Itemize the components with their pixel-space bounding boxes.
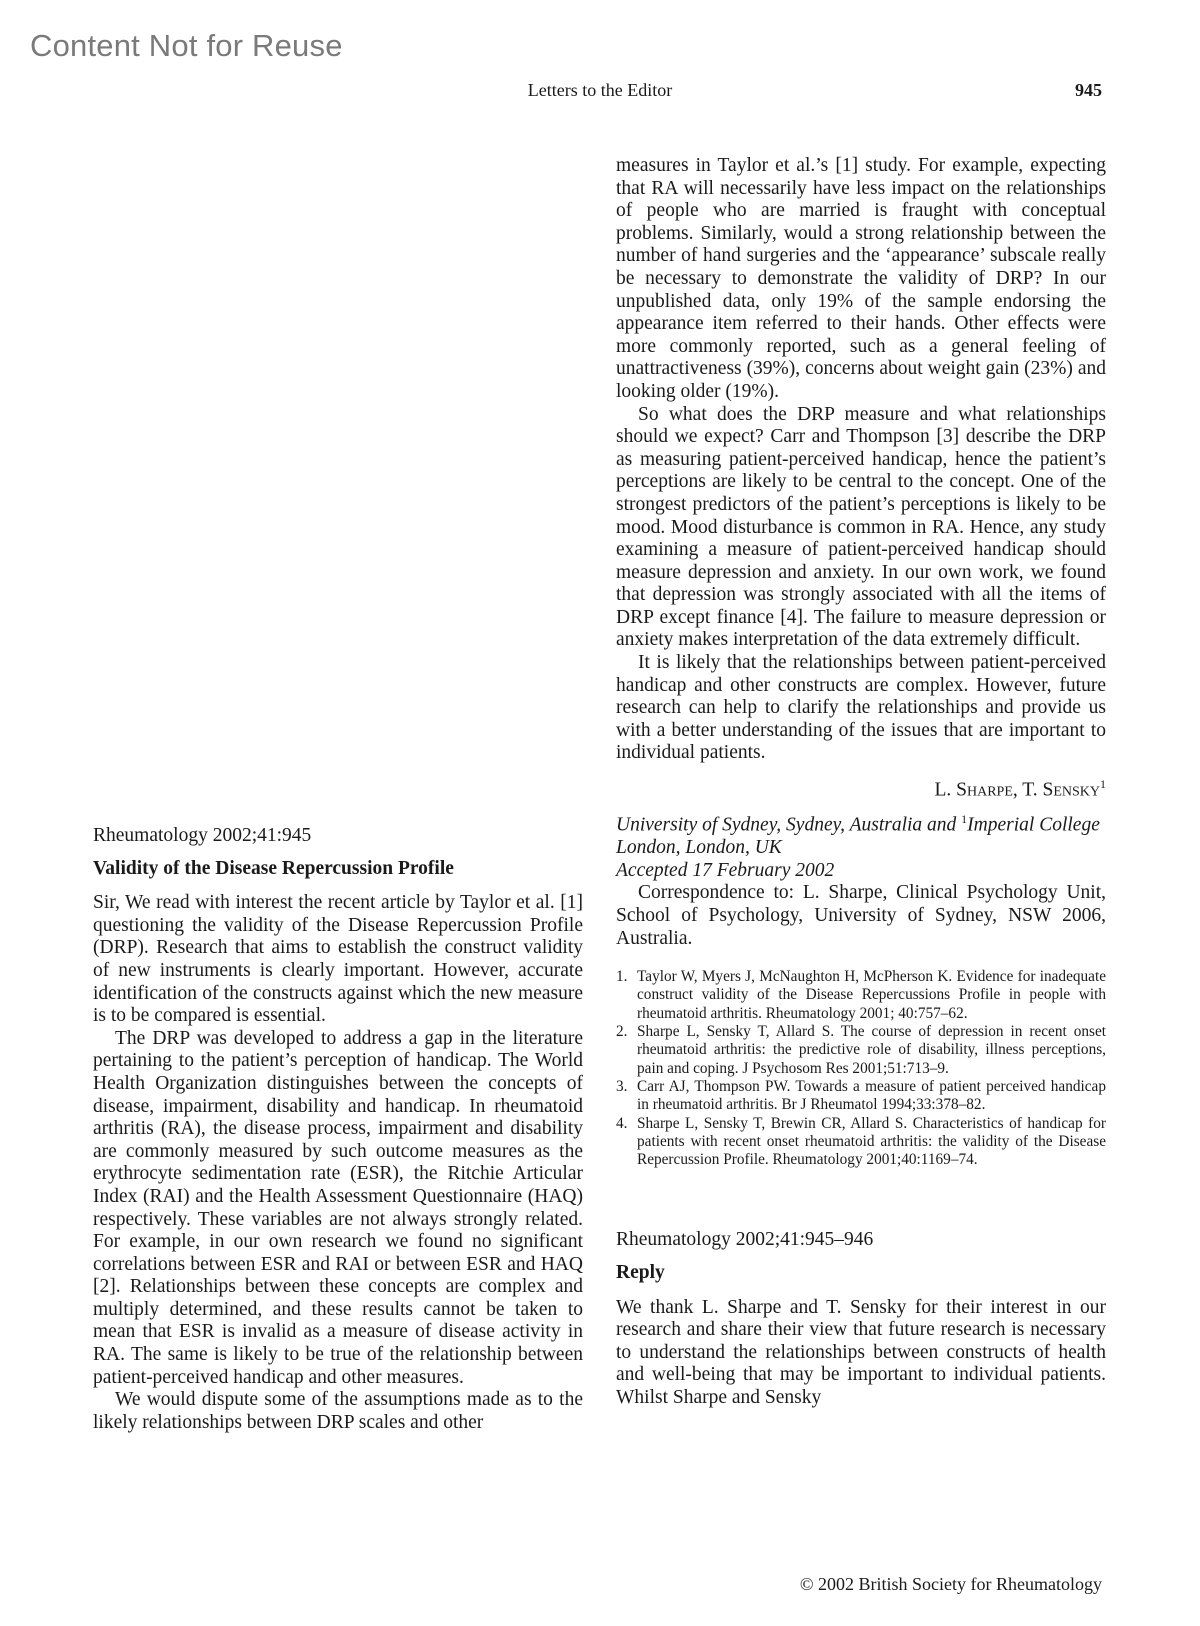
author-names: L. Sharpe, T. Sensky — [934, 779, 1100, 801]
reference-item — [616, 1023, 1106, 1078]
reply-paragraph: We thank L. Sharpe and T. Sensky for their interest in our research and share their view that future research is necessary to understand the relationships between constructs of health and well-being that may be important to individual patients. Whilst Sharpe and Sensky — [616, 1296, 1106, 1409]
reference-list — [616, 968, 1106, 1169]
running-head: Letters to the Editor — [527, 80, 673, 100]
right-column — [616, 155, 1106, 1410]
watermark: Content Not for Reuse — [30, 28, 343, 63]
affiliation-superscript: 1 — [961, 812, 968, 827]
reference-number: 3. — [616, 1077, 628, 1095]
body-paragraph: The DRP was developed to address a gap in the literature pertaining to the patient’s perception of handicap. The World Health Organization distinguishes between the concepts of disease, impairment, disability and handicap. In rheumatoid arthritis (RA), the disease process, impairment and disability are commonly measured by such outcome measures as the erythrocyte sedimentation rate (ESR), the Ritchie Articular Index (RAI) and the Health Assessment Questionnaire (HAQ) respectively. These variables are not always strongly related. For example, in our own research we found no significant correlations between ESR and RAI or between ESR and HAQ [2]. Relationships between these concepts are complex and multiply determined, and these results cannot be taken to mean that ESR is invalid as a measure of disease activity in RA. The same is likely to be true of the relationship between patient-perceived handicap and other measures. — [93, 1027, 583, 1388]
reference-number: 2. — [616, 1023, 628, 1041]
affiliation-part-b: Imperial College London, London, UK — [616, 814, 1100, 859]
body-paragraph: Sir, We read with interest the recent article by Taylor et al. [1] questioning the validity of the Disease Repercussion Profile (DRP). Research that aims to establish the construct validity of new instruments is clearly important. However, accurate identification of the constructs against which the new measure is to be compared is essential. — [93, 892, 583, 1027]
letter-title: Validity of the Disease Repercussion Profile — [93, 857, 454, 879]
author-line — [616, 773, 1106, 802]
reference-item — [616, 968, 1106, 1023]
copyright-footer: © 2002 British Society for Rheumatology — [799, 1574, 1102, 1594]
reply-title: Reply — [616, 1262, 665, 1284]
body-paragraph: It is likely that the relationships between patient-perceived handicap and other constructs are complex. However, future research can help to clarify the relationships and provide us with a better understanding of the issues that are important to individual patients. — [616, 652, 1106, 764]
reference-item — [616, 1115, 1106, 1170]
correspondence: Correspondence to: L. Sharpe, Clinical Psychology Unit, School of Psychology, University of Sydney, NSW 2006, Australia. — [616, 882, 1106, 949]
reference-item — [616, 1078, 1106, 1115]
accepted-date: Accepted 17 February 2002 — [616, 859, 835, 881]
reference-text: Carr AJ, Thompson PW. Towards a measure of patient perceived handicap in rheumatoid arthritis. Br J Rheumatol 1994;33:378–82. — [637, 1077, 1106, 1114]
author-superscript: 1 — [1100, 777, 1106, 792]
reference-text: Taylor W, Myers J, McNaughton H, McPherson K. Evidence for inadequate construct validity of the Disease Repercussions Profile in people with rheumatoid arthritis. Rheumatology 2001; 40:757–62. — [637, 968, 1106, 1022]
body-paragraph: We would dispute some of the assumptions made as to the likely relationships between DRP scales and other — [93, 1389, 583, 1433]
affiliation — [616, 808, 1106, 860]
reference-text: Sharpe L, Sensky T, Brewin CR, Allard S. Characteristics of handicap for patients with recent onset rheumatoid arthritis: the validity of the Disease Repercussion Profile. Rheumatology 2001;40:1169–74. — [637, 1114, 1106, 1169]
reference-text: Sharpe L, Sensky T, Allard S. The course of depression in recent onset rheumatoid arthritis: the predictive role of disability, illness perceptions, pain and coping. J Psychosom Res 2001;51:713–9. — [637, 1023, 1106, 1077]
body-paragraph: So what does the DRP measure and what relationships should we expect? Carr and Thompson [3] describe the DRP as measuring patient-perceived handicap, hence the patient’s perceptions are likely to be central to the concept. One of the strongest predictors of the patient’s perceptions is likely to be mood. Mood disturbance is common in RA. Hence, any study examining a measure of patient-perceived handicap should measure depression and anxiety. In our own work, we found that depression was strongly associated with all the items of DRP except finance [4]. The failure to measure depression or anxiety makes interpretation of the data extremely difficult. — [616, 403, 1106, 651]
affiliation-part-a: University of Sydney, Sydney, Australia and — [616, 814, 962, 836]
reference-number: 1. — [616, 968, 628, 986]
body-paragraph: measures in Taylor et al.’s [1] study. For example, expecting that RA will necessarily have less impact on the relationships of people who are married is fraught with conceptual problems. Similarly, would a strong relationship between the number of hand surgeries and the ‘appearance’ subscale really be necessary to demonstrate the validity of DRP? In our unpublished data, only 19% of the sample endorsing the appearance item referred to their hands. Other effects were more commonly reported, such as a general feeling of unattractiveness (39%), concerns about weight gain (23%) and looking older (19%). — [616, 155, 1106, 402]
reference-number: 4. — [616, 1114, 628, 1132]
reply-citation: Rheumatology 2002;41:945–946 — [616, 1229, 874, 1251]
page-number: 945 — [1075, 80, 1102, 100]
left-column — [93, 825, 583, 1434]
letter-citation: Rheumatology 2002;41:945 — [93, 825, 312, 846]
